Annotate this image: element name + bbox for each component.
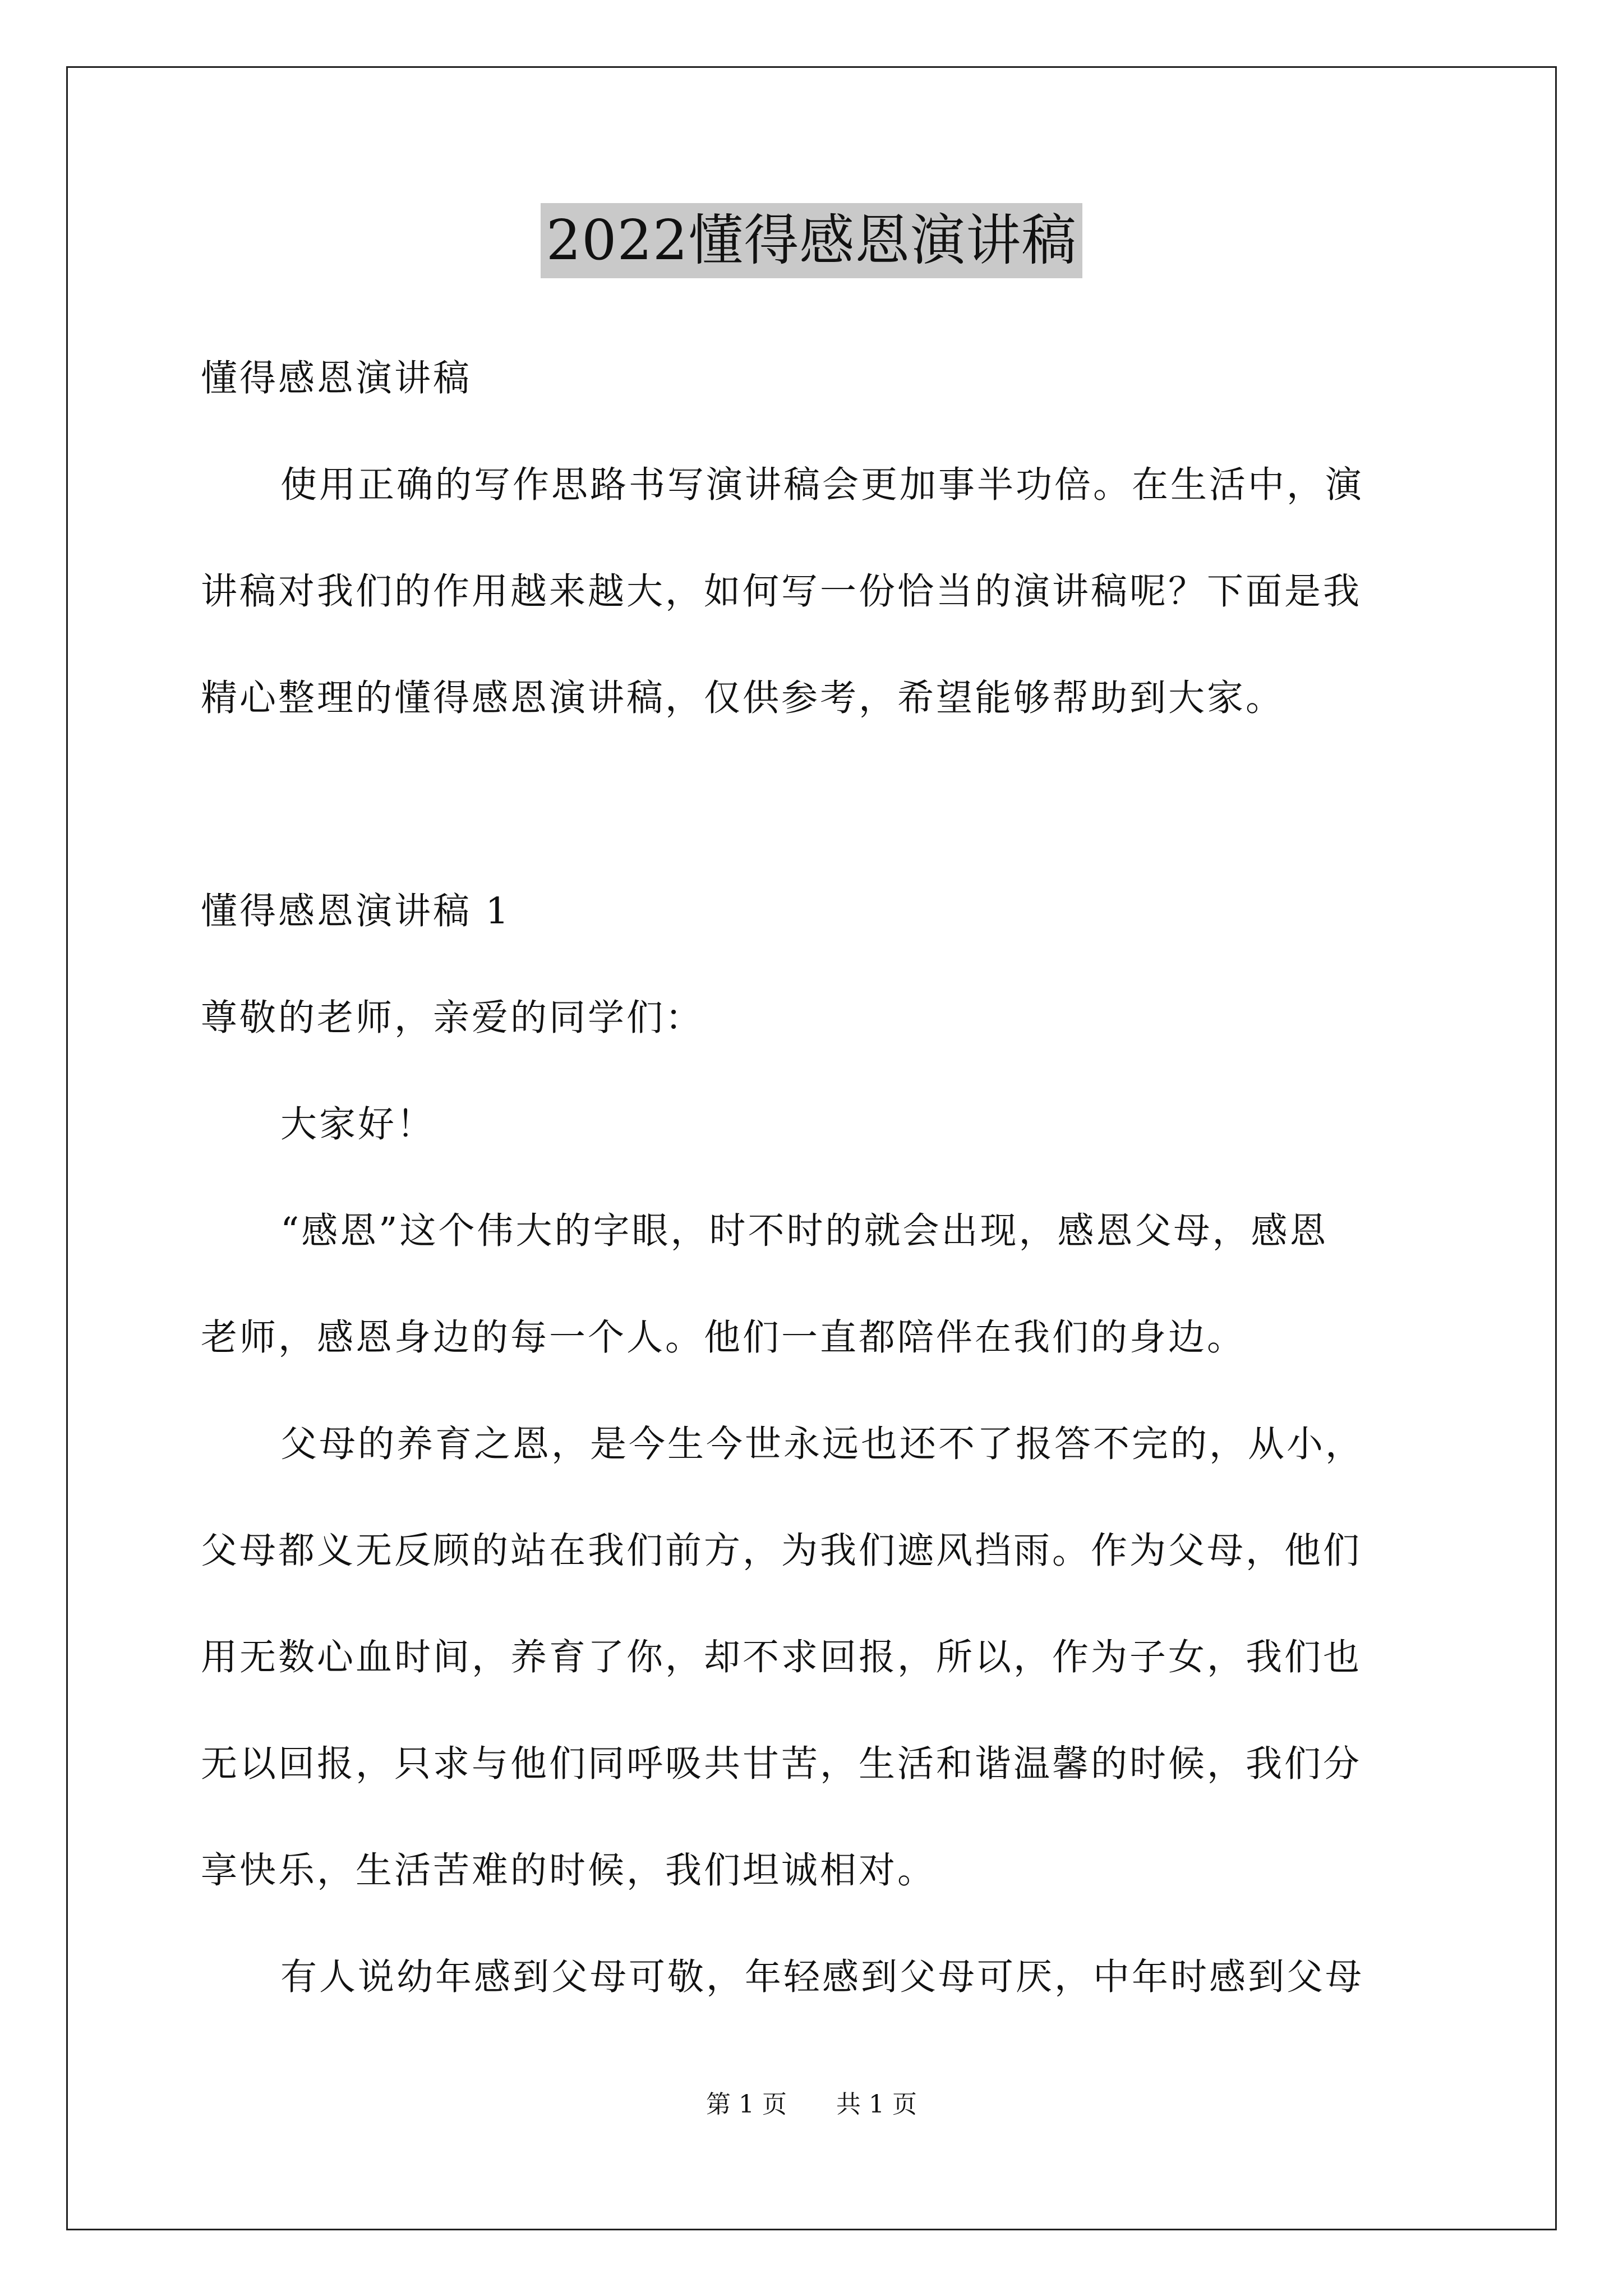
page-footer <box>0 2088 1623 2122</box>
paragraph2-line-2: 父母都义无反顾的站在我们前方，为我们遮风挡雨。作为父母，他们 <box>201 1530 1362 1572</box>
paragraph3-line-1: 有人说幼年感到父母可敬，年轻感到父母可厌，中年时感到父母 <box>280 1956 1364 1998</box>
intro-line-3: 精心整理的懂得感恩演讲稿，仅供参考，希望能够帮助到大家。 <box>201 677 1285 719</box>
paragraph1-line-1: “感恩”这个伟大的字眼，时不时的就会出现，感恩父母，感恩 <box>280 1210 1329 1252</box>
page-number: 第 1 页 <box>706 2090 787 2119</box>
page-total: 共 1 页 <box>836 2090 917 2119</box>
salutation: 尊敬的老师，亲爱的同学们： <box>201 997 704 1039</box>
intro-line-1: 使用正确的写作思路书写演讲稿会更加事半功倍。在生活中，演 <box>280 464 1364 506</box>
paragraph2-line-3: 用无数心血时间，养育了你，却不求回报，所以，作为子女，我们也 <box>201 1636 1362 1678</box>
paragraph2-line-1: 父母的养育之恩，是今生今世永远也还不了报答不完的，从小， <box>280 1423 1364 1465</box>
intro-line-2: 讲稿对我们的作用越来越大，如何写一份恰当的演讲稿呢？下面是我 <box>201 570 1362 613</box>
title-container <box>0 203 1623 278</box>
paragraph1-line-2: 老师，感恩身边的每一个人。他们一直都陪伴在我们的身边。 <box>201 1317 1246 1359</box>
paragraph2-line-4: 无以回报，只求与他们同呼吸共甘苦，生活和谐温馨的时候，我们分 <box>201 1743 1362 1785</box>
document-title: 2022懂得感恩演讲稿 <box>541 203 1082 278</box>
document-subtitle: 懂得感恩演讲稿 <box>201 357 472 399</box>
greeting: 大家好！ <box>280 1103 436 1145</box>
section-heading: 懂得感恩演讲稿 1 <box>201 890 511 932</box>
paragraph2-line-5: 享快乐，生活苦难的时候，我们坦诚相对。 <box>201 1849 937 1892</box>
